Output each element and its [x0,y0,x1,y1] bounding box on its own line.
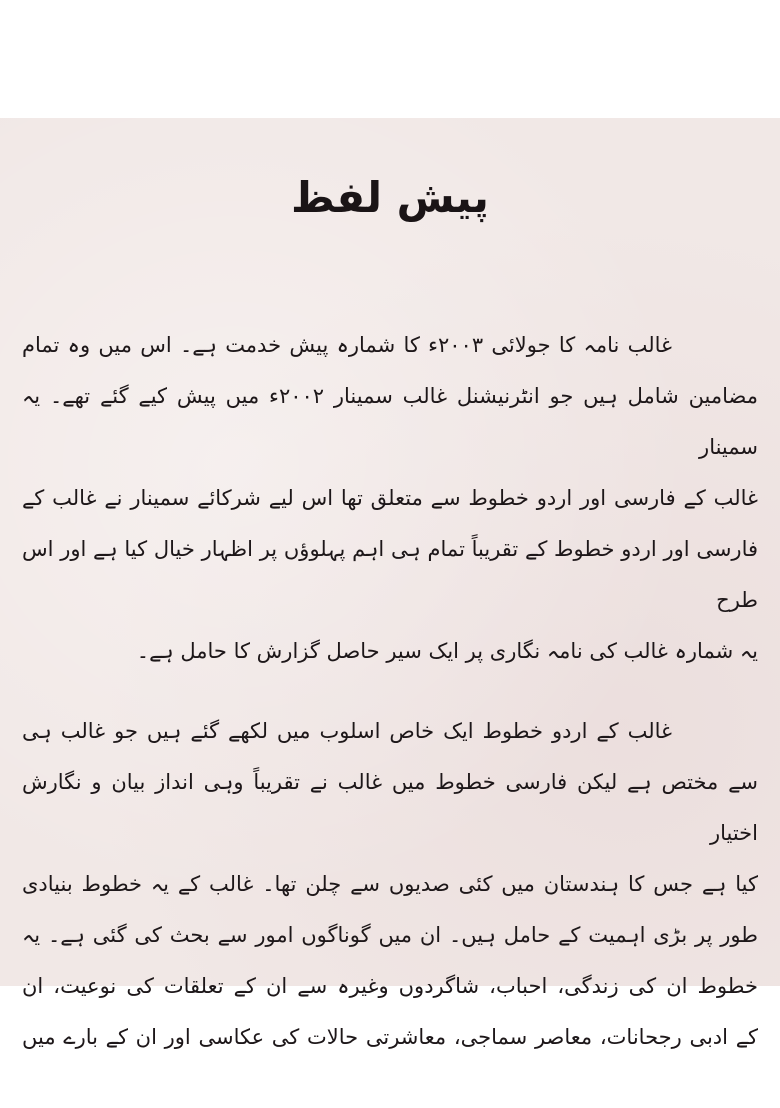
text-line: کیا ہے جس کا ہندستان میں کئی صدیوں سے چلن تھا۔ غالب کے یہ خطوط بنیادی [22,872,759,896]
text-line: خطوط ان کی زندگی، احباب، شاگردوں وغیرہ سے ان کے تعلقات کی نوعیت، ان [22,974,758,998]
text-line: طور پر بڑی اہمیت کے حامل ہیں۔ ان میں گوناگوں امور سے بحث کی گئی ہے۔ یہ [22,923,758,947]
text-line: غالب نامہ کا جولائی ۲۰۰۳ء کا شمارہ پیش خدمت ہے۔ اس میں وہ تمام [22,333,672,357]
text-line: یہ شمارہ غالب کی نامہ نگاری پر ایک سیر حاصل گزارش کا حامل ہے۔ [136,639,758,663]
paragraph-1 [22,320,758,677]
text-line: غالب کے اردو خطوط ایک خاص اسلوب میں لکھے گئے ہیں جو غالب ہی [22,719,672,743]
text-line: سے مختص ہے لیکن فارسی خطوط میں غالب نے تقریباً وہی انداز بیان و نگارش اختیار [22,770,758,845]
paragraph-2 [22,706,758,1063]
page-content [22,0,758,1063]
text-line: کے ادبی رجحانات، معاصر سماجی، معاشرتی حالات کی عکاسی اور ان کے بارے میں [22,1025,758,1049]
text-line: غالب کے فارسی اور اردو خطوط سے متعلق تھا اس لیے شرکائے سمینار نے غالب کے [22,486,758,510]
page-title: پیش لفظ [291,173,489,222]
text-line: مضامین شامل ہیں جو انٹرنیشنل غالب سمینار ۲۰۰۲ء میں پیش کیے گئے تھے۔ یہ سمینار [22,384,758,459]
text-line: فارسی اور اردو خطوط کے تقریباً تمام ہی اہم پہلوؤں پر اظہار خیال کیا ہے اور اس طرح [22,537,758,612]
